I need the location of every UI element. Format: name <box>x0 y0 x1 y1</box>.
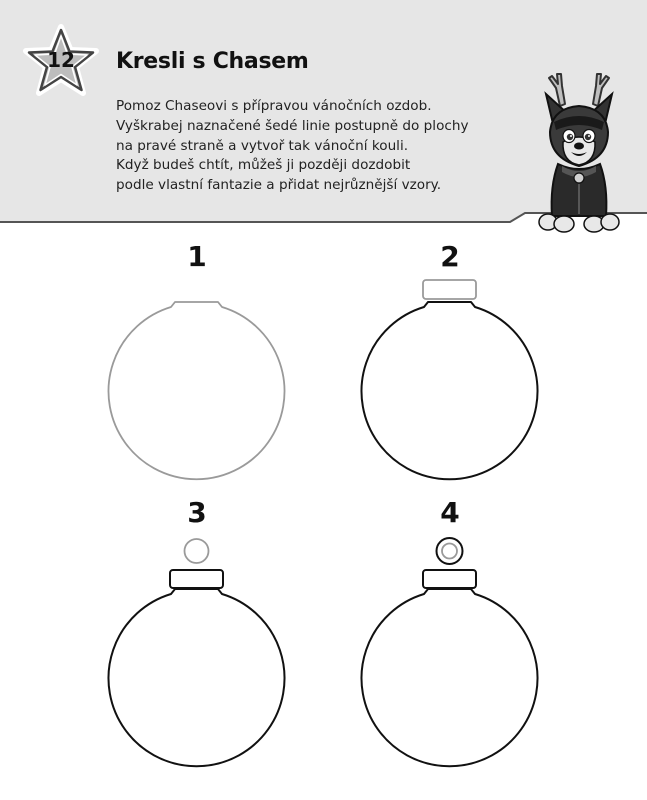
step-number: 1 <box>187 240 207 273</box>
instruction-line: Pomoz Chaseovi s přípravou vánočních ozdob. <box>116 98 432 114</box>
instructions-text <box>116 97 536 196</box>
page-number: 12 <box>47 48 75 72</box>
antlers-icon <box>549 74 609 106</box>
instruction-line: na pravé straně a vytvoř tak vánoční kouli. <box>116 137 409 154</box>
instruction-line: Vyškrabej naznačené šedé linie postupně do plochy <box>116 117 469 134</box>
step-number: 2 <box>440 240 460 273</box>
instruction-line: podle vlastní fantazie a přidat nejrůznější vzory. <box>116 177 442 194</box>
ornament-step-4-icon <box>353 532 547 777</box>
ornament-step-3-icon <box>100 532 294 777</box>
ornament-step-1-icon <box>100 295 294 490</box>
step-number: 3 <box>187 496 207 529</box>
step-number: 4 <box>440 496 460 529</box>
instruction-line: Když budeš chtít, můžeš ji později dozdobit <box>116 157 411 174</box>
page-title: Kresli s Chasem <box>116 49 309 74</box>
ornament-step-2-icon <box>353 275 547 490</box>
chase-reindeer-illustration <box>536 66 622 234</box>
header-panel <box>0 0 647 232</box>
